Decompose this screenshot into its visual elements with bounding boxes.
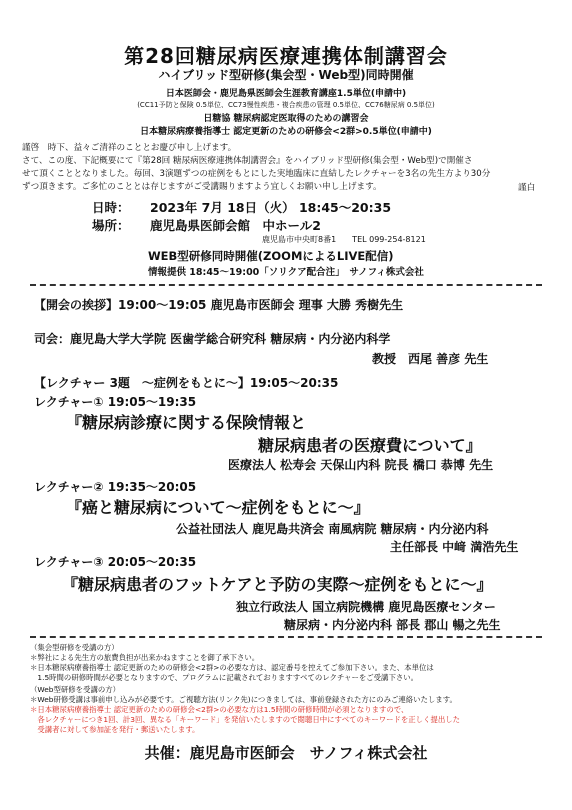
- venue-notes-header: （集会型研修を受講の方）: [30, 643, 119, 652]
- opening-remarks: 【開会の挨拶】19:00～19:05 鹿児島市医師会 理事 大勝 秀樹先生: [34, 298, 404, 312]
- address: 鹿児島市中央町8番1 TEL 099-254-8121: [262, 235, 426, 244]
- lecture-3-speaker-2: 糖尿病・内分泌内科 部長 郡山 暢之先生: [284, 618, 501, 632]
- lecture-1-time: レクチャー① 19:05～19:35: [34, 395, 197, 409]
- web-broadcast: WEB型研修同時開催(ZOOMによるLIVE配信): [148, 249, 394, 263]
- place-label: 場所：: [92, 218, 130, 233]
- greeting-line-2: さて、この度、下記概要にて『第28回 糖尿病医療連携体制講習会』をハイブリッド型研修(集会型・Web型)で開催さ: [22, 156, 473, 166]
- lecture-2-title: 『癌と糖尿病について～症例をもとに～』: [66, 498, 370, 517]
- venue-note-1: ＊弊社による先生方の旅費負担が出来かねますことを御了承下さい。: [30, 653, 260, 662]
- cosponsor: 共催：鹿児島市医師会 サノフィ株式会社: [144, 744, 428, 762]
- lecture-1-title-2: 糖尿病患者の医療費について』: [258, 436, 482, 455]
- venue-note-2: ＊日本糖尿病療養指導士 認定更新のための研修会<2群>の必要な方は、認定番号を控えてご参加下さい。また、本単位は: [30, 663, 434, 672]
- date-value: 2023年 7月 18日（火） 18:45～20:35: [150, 200, 392, 215]
- credit-line-1: 日本医師会・鹿児島県医師会生涯教育講座1.5単位(申請中): [165, 89, 407, 99]
- lecture-1-title-1: 『糖尿病診療に関する保険情報と: [66, 413, 307, 432]
- web-red-note-3: 受講者に対して参加証を発行・郵送いたします。: [30, 725, 200, 734]
- divider-top: [30, 284, 542, 286]
- credit-line-4: 日本糖尿病療養指導士 認定更新のための研修会<2群>0.5単位(申請中): [140, 127, 432, 137]
- web-red-note-2: 各レクチャーにつき1回、計3回、異なる「キーワード」を発信いたしますので閲聴日中にすべてのキーワードを正しく提出した: [30, 715, 461, 724]
- chair-line-1: 司会：鹿児島大学大学院 医歯学総合研究科 糖尿病・内分泌内科学: [34, 332, 391, 346]
- lecture-3-time: レクチャー③ 20:05～20:35: [34, 555, 197, 569]
- credit-line-2: (CC11予防と保険 0.5単位、CC73慢性疾患・複合疾患の管理 0.5単位、CC76糖尿病 0.5単位): [137, 101, 435, 109]
- lecture-header: 【レクチャー 3題 ～症例をもとに～】19:05～20:35: [34, 376, 339, 390]
- greeting-line-1: 謹啓 時下、益々ご清祥のこととお慶び申し上げます。: [22, 143, 237, 153]
- greeting-closing: 謹白: [518, 183, 536, 193]
- lecture-2-speaker-1: 公益社団法人 鹿児島共済会 南風病院 糖尿病・内分泌内科: [176, 522, 489, 536]
- place-value: 鹿児島県医師会館 中ホール2: [150, 218, 321, 233]
- date-label: 日時：: [92, 200, 130, 215]
- web-notes-header: （Web型研修を受講の方）: [30, 685, 121, 694]
- lecture-3-title: 『糖尿病患者のフットケアと予防の実際～症例をもとに～』: [62, 575, 493, 594]
- chair-line-2: 教授 西尾 善彦 先生: [372, 352, 489, 366]
- greeting-line-4: ずつ頂きます。ご多忙のこととは存じますがご受講賜りますよう宜しくお願い申し上げます。: [22, 182, 382, 192]
- page-title: 第28回糖尿病医療連携体制講習会: [124, 44, 448, 68]
- web-note: ＊Web研修受講は事前申し込みが必要です。ご視聴方法(リンク先)につきましては、事前登録された方にのみご連絡いたします。: [30, 695, 457, 704]
- lecture-2-time: レクチャー② 19:35～20:05: [34, 480, 197, 494]
- web-red-note-1: ＊日本糖尿病療養指導士 認定更新のための研修会<2群>の必要な方は1.5時間の研修時間が必須となりますので、: [30, 705, 409, 714]
- credit-line-3: 日糖協 糖尿病認定医取得のための講習会: [203, 114, 369, 124]
- lecture-2-speaker-2: 主任部長 中﨑 満浩先生: [390, 540, 519, 554]
- venue-note-3: 1.5時間の研修時間が必要となりますので、プログラムに記載されておりますすべてのレクチャーをご受講下さい。: [30, 673, 419, 682]
- page-subtitle: ハイブリッド型研修(集会型・Web型)同時開催: [158, 68, 414, 82]
- info-provision: 情報提供 18:45～19:00「ソリクア配合注」 サノフィ株式会社: [148, 267, 424, 278]
- lecture-3-speaker-1: 独立行政法人 国立病院機構 鹿児島医療センター: [236, 600, 496, 614]
- greeting-line-3: せて頂くこととなりました。毎回、3演題ずつの症例をもとにした実地臨床に直結したレクチャーを3名の先生方より30分: [22, 169, 491, 179]
- divider-bottom: [30, 636, 542, 638]
- lecture-1-speaker: 医療法人 松寿会 天保山内科 院長 橋口 恭博 先生: [228, 458, 494, 472]
